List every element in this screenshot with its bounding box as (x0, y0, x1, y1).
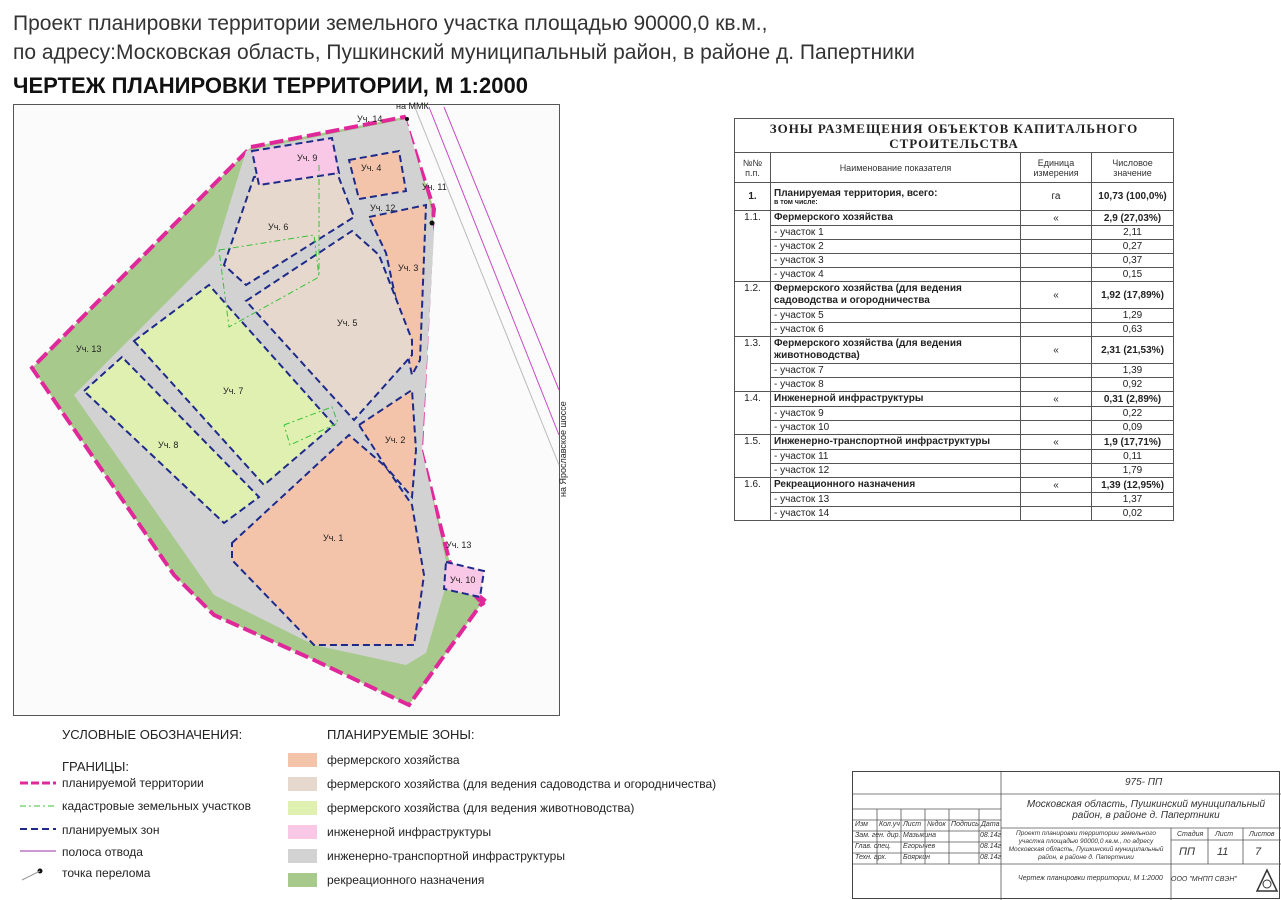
swatch-transport (288, 849, 317, 863)
item-name: - участок 13 (771, 493, 1021, 507)
item-unit (1021, 254, 1092, 268)
item-value: 2,11 (1092, 226, 1174, 240)
stamp-sheets: 7 (1255, 846, 1262, 858)
stamp-code: 975- ПП (1125, 777, 1163, 788)
table-row-group (735, 478, 1174, 493)
label-u10: Уч. 10 (450, 575, 476, 585)
map-drawing (14, 101, 568, 715)
table-row-total: 1. Планируемая территория, всего: в том числе: га 10,73 (100,0%) (735, 183, 1174, 211)
group-value: 1,39 (12,95%) (1092, 478, 1174, 493)
item-value: 0,11 (1092, 450, 1174, 464)
stamp-drawing: Чертеж планировки территории, М 1:2000 (1018, 875, 1163, 882)
table-row (735, 254, 1174, 268)
group-name: Инженерной инфраструктуры (771, 392, 1021, 407)
item-name: - участок 5 (771, 309, 1021, 323)
table-row-group (735, 392, 1174, 407)
table-row (735, 378, 1174, 392)
stamp-role-2: Техн. арх. (855, 854, 887, 861)
legend-border-4: точка перелома (62, 866, 151, 880)
stamp-date-1: 08.14г (980, 843, 1001, 850)
label-u6: Уч. 6 (268, 222, 289, 232)
right-of-way-lines (429, 107, 559, 435)
table-row-group (735, 337, 1174, 364)
item-value: 0,02 (1092, 507, 1174, 521)
swatch-livestock (288, 801, 317, 815)
item-value: 0,63 (1092, 323, 1174, 337)
table-row-group (735, 282, 1174, 309)
group-unit: « (1021, 392, 1092, 407)
title-line-1: Проект планировки территории земельного участка площадью 90000,0 кв.м., (13, 12, 768, 35)
group-value: 2,9 (27,03%) (1092, 211, 1174, 226)
group-value: 0,31 (2,89%) (1092, 392, 1174, 407)
item-unit (1021, 421, 1092, 435)
total-sub: в том числе: (774, 198, 818, 206)
group-value: 1,92 (17,89%) (1092, 282, 1174, 309)
item-name: - участок 11 (771, 450, 1021, 464)
table-row (735, 507, 1174, 521)
swatch-garden (288, 777, 317, 791)
col-name: Наименование показателя (771, 153, 1021, 183)
stamp-role-1: Глав. спец. (855, 843, 892, 850)
table-row (735, 323, 1174, 337)
table-row (735, 240, 1174, 254)
swatch-engineering (288, 825, 317, 839)
stamp-head-0: Изм (855, 821, 868, 828)
item-unit (1021, 323, 1092, 337)
item-value: 0,37 (1092, 254, 1174, 268)
group-unit: « (1021, 211, 1092, 226)
legend-border-1: кадастровые земельных участков (62, 799, 251, 813)
item-value: 0,22 (1092, 407, 1174, 421)
stamp-stage-head: Стадия (1177, 831, 1204, 838)
group-unit: « (1021, 435, 1092, 450)
label-u12: Уч. 12 (370, 203, 396, 213)
stamp-org: ООО "МНПП СВЭН" (1171, 876, 1237, 883)
item-value: 0,15 (1092, 268, 1174, 282)
stamp-head-3: №док (927, 821, 946, 828)
item-value: 1,79 (1092, 464, 1174, 478)
group-num: 1.6. (735, 478, 771, 521)
stamp-head-1: Кол.уч (879, 821, 900, 828)
total-name: Планируемая территория, всего: (774, 187, 938, 199)
item-value: 0,92 (1092, 378, 1174, 392)
group-num: 1.1. (735, 211, 771, 282)
group-unit: « (1021, 337, 1092, 364)
item-unit (1021, 493, 1092, 507)
legend-title: УСЛОВНЫЕ ОБОЗНАЧЕНИЯ: (62, 727, 243, 742)
group-num: 1.5. (735, 435, 771, 478)
item-value: 0,27 (1092, 240, 1174, 254)
group-unit: « (1021, 282, 1092, 309)
item-unit (1021, 268, 1092, 282)
legend-zone-0: фермерского хозяйства (327, 753, 460, 767)
label-u7: Уч. 7 (223, 386, 244, 396)
label-road: на Ярославское шоссе (558, 401, 568, 497)
item-unit (1021, 507, 1092, 521)
stamp-role-0: Зам. ген. дир. (855, 832, 901, 839)
item-name: - участок 1 (771, 226, 1021, 240)
group-name: Инженерно-транспортной инфраструктуры (771, 435, 1021, 450)
col-num: №№ п.п. (735, 153, 771, 183)
legend-zone-3: инженерной инфраструктуры (327, 825, 492, 839)
legend-zone-5: рекреационного назначения (327, 873, 485, 887)
item-unit (1021, 240, 1092, 254)
item-unit (1021, 464, 1092, 478)
legend-border-0: планируемой территории (62, 776, 204, 790)
label-u11: Уч. 11 (422, 182, 447, 192)
item-name: - участок 10 (771, 421, 1021, 435)
label-u8: Уч. 8 (158, 440, 179, 450)
legend-border-2: планируемых зон (62, 823, 160, 837)
item-value: 1,39 (1092, 364, 1174, 378)
stamp-name-0: Мазыкина (903, 832, 936, 839)
item-name: - участок 9 (771, 407, 1021, 421)
item-value: 0,09 (1092, 421, 1174, 435)
swatch-farm (288, 753, 317, 767)
table-row (735, 464, 1174, 478)
table-row (735, 450, 1174, 464)
table-header: ЗОНЫ РАЗМЕЩЕНИЯ ОБЪЕКТОВ КАПИТАЛЬНОГО СТРОИТЕЛЬСТВА (735, 119, 1174, 153)
item-unit (1021, 364, 1092, 378)
item-unit (1021, 309, 1092, 323)
title-line-2: по адресу:Московская область, Пушкинский муниципальный район, в районе д. Папертники (13, 41, 915, 64)
col-unit: Единица измерения (1021, 153, 1092, 183)
stamp-sheet-head: Лист (1215, 831, 1234, 838)
item-name: - участок 2 (771, 240, 1021, 254)
legend-zone-1: фермерского хозяйства (для ведения садоводства и огородничества) (327, 777, 717, 791)
legend-zone-4: инженерно-транспортной инфраструктуры (327, 849, 565, 863)
label-u4: Уч. 4 (361, 163, 382, 173)
group-name: Фермерского хозяйства (для ведения садоводства и огородничества (771, 282, 1021, 309)
total-unit: га (1021, 183, 1092, 211)
table-row (735, 493, 1174, 507)
item-value: 1,29 (1092, 309, 1174, 323)
label-u9: Уч. 9 (297, 153, 318, 163)
label-mmk: на ММК (396, 101, 429, 111)
title-block (852, 771, 1280, 899)
legend-border-symbols (18, 776, 58, 882)
item-name: - участок 3 (771, 254, 1021, 268)
label-u5: Уч. 5 (337, 318, 358, 328)
group-num: 1.3. (735, 337, 771, 392)
table-row-group (735, 211, 1174, 226)
stamp-head-2: Лист (903, 821, 922, 828)
table-row (735, 364, 1174, 378)
col-value: Числовое значение (1092, 153, 1174, 183)
item-name: - участок 8 (771, 378, 1021, 392)
table-row (735, 421, 1174, 435)
legend-borders-title: ГРАНИЦЫ: (62, 759, 129, 774)
planning-map (13, 101, 568, 716)
stamp-head-5: Дата (981, 821, 1000, 828)
label-u13b: Уч. 13 (446, 540, 472, 550)
group-name: Фермерского хозяйства (для ведения животноводства) (771, 337, 1021, 364)
stamp-date-2: 08.14г (980, 854, 1001, 861)
swatch-recreation (288, 873, 317, 887)
stamp-head-4: Подпись (951, 821, 979, 828)
stamp-project: Проект планировки территории земельного участка площадью 90000,0 кв.м., по адресу Московская область, Пушкинский муниципальный район, в районе д. Папертники (1008, 830, 1164, 861)
item-name: - участок 4 (771, 268, 1021, 282)
stamp-date-0: 08.14г (980, 832, 1001, 839)
stamp-sheets-head: Листов (1249, 831, 1275, 838)
item-value: 1,37 (1092, 493, 1174, 507)
org-logo-icon (1256, 869, 1278, 893)
table-row (735, 226, 1174, 240)
item-unit (1021, 226, 1092, 240)
group-name: Рекреационного назначения (771, 478, 1021, 493)
total-value: 10,73 (100,0%) (1092, 183, 1174, 211)
group-value: 1,9 (17,71%) (1092, 435, 1174, 450)
label-u14: Уч. 14 (357, 114, 383, 124)
legend-border-3: полоса отвода (62, 845, 143, 859)
table-row (735, 407, 1174, 421)
stamp-location: Московская область, Пушкинский муниципальный район, в районе д. Папертники (1026, 799, 1266, 821)
legend-zone-2: фермерского хозяйства (для ведения животноводства) (327, 801, 635, 815)
item-unit (1021, 450, 1092, 464)
group-unit: « (1021, 478, 1092, 493)
item-name: - участок 12 (771, 464, 1021, 478)
label-u13a: Уч. 13 (76, 344, 102, 354)
label-u1: Уч. 1 (323, 533, 344, 543)
table-row-group (735, 435, 1174, 450)
item-name: - участок 7 (771, 364, 1021, 378)
table-row (735, 309, 1174, 323)
legend-zones-title: ПЛАНИРУЕМЫЕ ЗОНЫ: (327, 727, 475, 742)
stamp-name-2: Бояркин (903, 854, 930, 861)
zones-table (734, 118, 1174, 521)
stamp-name-1: Егорычев (903, 843, 936, 850)
group-value: 2,31 (21,53%) (1092, 337, 1174, 364)
group-num: 1.4. (735, 392, 771, 435)
item-unit (1021, 407, 1092, 421)
group-num: 1.2. (735, 282, 771, 337)
drawing-title: ЧЕРТЕЖ ПЛАНИРОВКИ ТЕРРИТОРИИ, М 1:2000 (13, 73, 528, 98)
label-u3: Уч. 3 (398, 263, 419, 273)
item-unit (1021, 378, 1092, 392)
item-name: - участок 14 (771, 507, 1021, 521)
table-row (735, 268, 1174, 282)
item-name: - участок 6 (771, 323, 1021, 337)
stamp-stage: ПП (1179, 846, 1195, 858)
group-name: Фермерского хозяйства (771, 211, 1021, 226)
label-u2: Уч. 2 (385, 435, 406, 445)
stamp-sheet: 11 (1217, 846, 1229, 858)
